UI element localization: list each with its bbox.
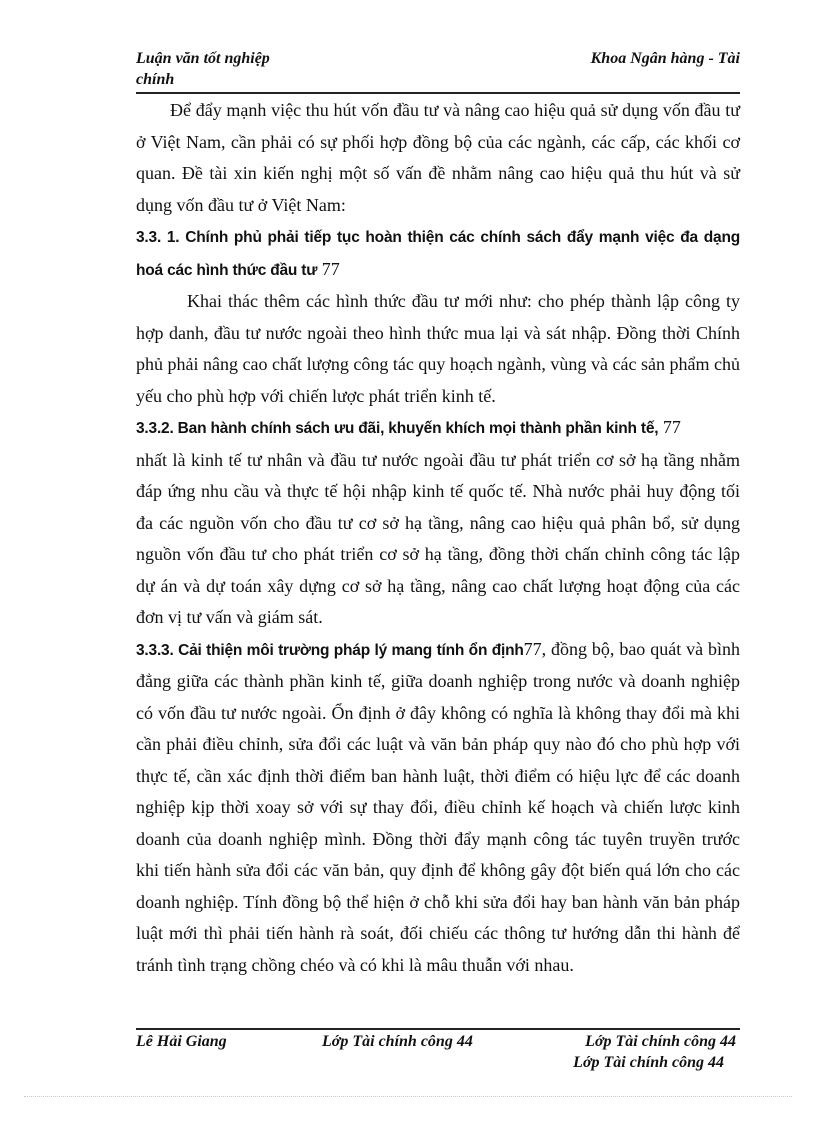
section-3-3-2-body: nhất là kinh tế tư nhân và đầu tư nước ngoài đầu tư phát triển cơ sở hạ tầng nhằm đáp ứng nhu cầu và thực tế hội nhập kinh tế quốc tế. Nhà nước phải huy động tối đa các nguồn vốn cho đầu tư cơ sở hạ tầng, nâng cao hiệu quả phân bổ, sử dụng nguồn vốn đầu tư cho phát triển cơ sở hạ tầng, đồng thời chấn chỉnh công tác lập dự án và dự toán xây dựng cơ sở hạ tầng, nâng cao chất lượng hoạt động của các đơn vị tư vấn và giám sát. <box>136 449 740 627</box>
page-ref: 77 <box>321 258 340 279</box>
page-ref: 77 <box>523 638 542 659</box>
section-heading-text: 3.3.3. Cải thiện môi trường pháp lý mang tính ổn định <box>136 641 524 659</box>
section-3-3-3-paragraph <box>136 634 740 982</box>
header-left <box>136 48 270 90</box>
section-heading-text: 3.3. 1. Chính phủ phải tiếp tục hoàn thiện các chính sách đẩy mạnh việc đa dạng hoá các hình thức đầu tư <box>136 229 740 279</box>
footer-author: Lê Hải Giang <box>136 1033 227 1050</box>
page-header <box>136 48 740 94</box>
page-bottom-divider <box>24 1096 792 1097</box>
section-3-3-1-heading <box>136 221 740 286</box>
footer-class-right-second: Lớp Tài chính công 44 <box>573 1054 724 1071</box>
intro-paragraph: Để đẩy mạnh việc thu hút vốn đầu tư và nâng cao hiệu quả sử dụng vốn đầu tư ở Việt Nam, cần phải có sự phối hợp đồng bộ của các ngành, các cấp, các khối cơ quan. Đề tài xin kiến nghị một số vấn đề nhằm nâng cao hiệu quả thu hút và sử dụng vốn đầu tư ở Việt Nam: <box>136 100 740 215</box>
section-3-3-1-body: Khai thác thêm các hình thức đầu tư mới như: cho phép thành lập công ty hợp danh, đầu tư nước ngoài theo hình thức mua lại và sát nhập. Đồng thời Chính phủ phải nâng cao chất lượng công tác quy hoạch ngành, vùng và các sản phẩm chủ yếu cho phù hợp với chiến lược phát triển kinh tế. <box>136 291 740 406</box>
section-heading-text: 3.3.2. Ban hành chính sách ưu đãi, khuyến khích mọi thành phần kinh tế, <box>136 420 659 437</box>
section-3-3-2-heading <box>136 412 740 445</box>
footer-class-center: Lớp Tài chính công 44 <box>322 1033 473 1050</box>
page-footer <box>136 1028 740 1076</box>
section-3-3-3-body: , đồng bộ, bao quát và bình đẳng giữa các thành phần kinh tế, giữa doanh nghiệp trong nước và doanh nghiệp có vốn đầu tư nước ngoài. Ổn định ở đây không có nghĩa là không thay đổi mà khi cần phải điều chỉnh, sửa đổi các luật và văn bản pháp quy nào đó cho phù hợp với thực tế, cần xác định thời điểm ban hành luật, thời điểm có hiệu lực để các doanh nghiệp kịp thời xoay sở với sự thay đổi, điều chỉnh kế hoạch và chiến lược kinh doanh của doanh nghiệp mình. Đồng thời đẩy mạnh công tác tuyên truyền trước khi tiến hành sửa đổi các văn bản, quy định để không gây đột biến quá lớn cho các doanh nghiệp. Tính đồng bộ thể hiện ở chỗ khi sửa đổi hay ban hành văn bản pháp luật mới thì phải tiến hành rà soát, đối chiếu các thông tư hướng dẫn thi hành để tránh tình trạng chồng chéo và có khi là mâu thuẫn với nhau. <box>136 638 740 975</box>
footer-class-right: Lớp Tài chính công 44 <box>585 1033 736 1050</box>
header-thesis-label-cont: chính <box>136 71 175 88</box>
page-ref: 77 <box>662 417 681 437</box>
header-thesis-label: Luận văn tốt nghiệp <box>136 50 270 67</box>
header-faculty-label: Khoa Ngân hàng - Tài <box>590 50 740 67</box>
document-body <box>136 95 740 981</box>
